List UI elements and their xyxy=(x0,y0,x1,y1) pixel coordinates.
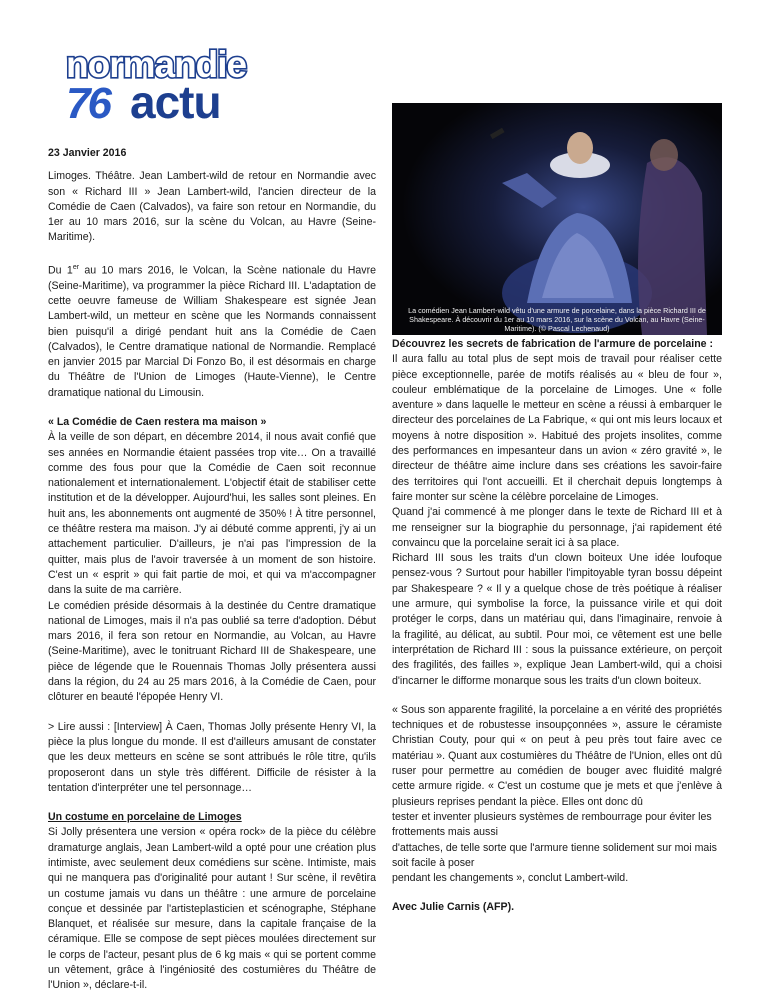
article-paragraph: Le comédien préside désormais à la destinée du Centre dramatique national de Limoges, mais il n'a pas oublié sa terre d'adoption. Début mars 2016, il fera son retour en Normandie, au Volcan, au Havre (Seine-Maritime), avec le tonitruant Richard III de Shakespeare, une pièce de légende que le Rouennais Thomas Jolly présentera aussi dans la région, du 24 au 25 mars 2016, à la Comédie de Caen, pour clôturer en beauté l'épopée Henry VI. xyxy=(48,599,376,704)
section-heading: « La Comédie de Caen restera ma maison » xyxy=(48,415,267,428)
section-heading: Découvrez les secrets de fabrication de l'armure de porcelaine : xyxy=(392,338,714,350)
article-paragraph: Quand j'ai commencé à me plonger dans le texte de Richard III et à me renseigner sur la biographie du personnage, j'ai rapidement été convaincu que la porcelaine serait ici à sa place. xyxy=(392,506,722,549)
article-paragraph: Si Jolly présentera une version « opéra rock» de la pièce du célèbre dramaturge anglais, Jean Lambert-wild a opté pour une création plus intimiste, avec seulement deux comédiens sur scène. Intimiste, mais qui ne manquera pas d'originalité pour autant ! Sur scène, il revêtira un costume jamais vu dans un théâtre : une armure de porcelaine conçue et dessinée par l'artisteplasticien et scénographe, Stéphane Blanquet, et réalisée sur mesure, dans la capitale française de la céramique. Elle se compose de sept pièces moulées directement sur le corps de l'acteur, pesant plus de 6 kg mais « qui se portent comme un vêtement, grâce à l'ingéniosité des costumières du Théâtre de l'Union », déclare-t-il. xyxy=(48,826,376,992)
article-right-column xyxy=(392,337,722,916)
logo-number: 76 xyxy=(66,79,109,124)
stage-photo-illustration xyxy=(392,103,722,335)
article-date: 23 Janvier 2016 xyxy=(48,147,127,159)
read-also-paragraph[interactable]: > Lire aussi : [Interview] À Caen, Thomas Jolly présente Henry VI, la pièce la plus longue du monde. Il est d'ailleurs amusant de constater que les deux metteurs en scène se sont attribués le rôle titre, qu'ils proposeront dans un style très différent. Difficile de résister à la tentation d'interpréter une tel personnage… xyxy=(48,720,376,794)
article-paragraph: d'attaches, de telle sorte que l'armure tienne solidement sur moi mais soit facile à poser xyxy=(392,841,717,869)
article-paragraph xyxy=(48,260,376,401)
normandie-actu-logo[interactable] xyxy=(64,44,274,124)
article-paragraph: Richard III sous les traits d'un clown boiteux Une idée loufoque pensez-vous ? Surtout pour habiller l'impitoyable tyran bossu dépeint par Shakespeare ? « Il y a quelque chose de très poétique à réaliser une armure, qui symbolise la force, la puissance virile et qui doit protéger le corps, dans un matériau qui, dans l'imaginaire, renvoie à la fragilité, au délicat, au subtil. Pour moi, ce vêtement est une belle interprétation de Richard III : sous la puissance extérieure, on perçoit des fragilités, des failles », explique Jean Lambert-wild, qui a choisi d'incarner le difforme monarque sous les traits d'un clown boiteux. xyxy=(392,552,722,687)
article-paragraph: « Sous son apparente fragilité, la porcelaine a en vérité des propriétés techniques et de robustesse insoupçonnées », assure le céramiste Christian Couty, pour qui « on peut à peu près tout faire avec ce matériau ». Quant aux costumières du Théâtre de l'Union, elles ont dû ruser pour permettre au comédien de bouger avec fluidité malgré cette armure rigide. « C'est un costume que je mets et que j'enlève à plusieurs reprises pendant la pièce. Elles ont donc dû xyxy=(392,703,722,808)
section-heading: Un costume en porcelaine de Limoges xyxy=(48,811,242,824)
article-paragraph: pendant les changements », conclut Lambert-wild. xyxy=(392,872,629,885)
photo-caption: La comédien Jean Lambert-wild vêtu d'une armure de porcelaine, dans la pièce Richard III de Shakespeare. À découvrir du 1er au 10 mars 2016, sur la scène du Volcan, au Havre (Seine-Maritime). (© Pascal Lechenaud) xyxy=(408,306,706,333)
article-paragraph: À la veille de son départ, en décembre 2014, il nous avait confié que ses années en Normandie étaient passées trop vite… On a travaillé comme des fous pour que la Comédie de Caen soit reconnue nationalement et internationalement. L'objectif était de stabiliser cette institution et de la développer. Aujourd'hui, les salles sont pleines. En huit ans, les abonnements ont augmenté de 350% ! À titre personnel, ce théâtre restera ma maison. J'y ai débuté comme apprenti, j'y ai un attachement particulier. D'ailleurs, je n'ai pas l'impression de la quitter, mais plus de l'avoir traversée à un moment de son histoire. C'est un « esprit » qui fait partie de moi, et qui va m'accompagner dans la suite de ma carrière. xyxy=(48,431,376,597)
logo-word-normandie: normandie xyxy=(66,44,247,85)
logo-word-actu: actu xyxy=(130,76,221,124)
paragraph-text: Du 1 xyxy=(48,264,73,277)
article-photo xyxy=(392,103,722,335)
article-paragraph: Il aura fallu au total plus de sept mois de travail pour réaliser cette pièce exceptionnelle, parée de motifs réalisés au « bleu de four », couleur emblématique de la porcelaine de Limoges. Une « folle aventure » dans laquelle le metteur en scène a réussi à embarquer le directeur des porcelaines de La Fabrique, « qui ont mis leurs locaux et moyens à notre disposition ». Habitué des projets insolites, comme des performances en impesanteur dans un avion « zéro gravité », le directeur de théâtre aime inclure dans ses créations les savoir-faire des territoires qui l'ont accueilli. Et il cherchait depuis longtemps à faire monter sur scène la célèbre porcelaine de Limoges. xyxy=(392,353,722,503)
superscript: er xyxy=(72,263,80,271)
paragraph-text: au 10 mars 2016, le Volcan, la Scène nationale du Havre (Seine-Maritime), va programmer la pièce Richard III. L'adaptation de cette oeuvre fameuse de William Shakespeare est signée Jean Lambert-wild, un metteur en scène que les Normands connaissent bien puisqu'il a dirigé pendant huit ans la Comédie de Caen (Calvados), le Centre dramatique national de Normandie. Remplacé en janvier 2015 par Marcial Di Fonzo Bo, il est désormais en charge du Théâtre de l'Union de Limoges (Haute-Vienne), le Centre dramatique national du Limousin. xyxy=(48,264,376,399)
article-paragraph: tester et inventer plusieurs systèmes de rembourrage pour éviter les frottements mais aussi xyxy=(392,810,712,839)
article-lead: Limoges. Théâtre. Jean Lambert-wild de retour en Normandie avec son « Richard III » Jean Lambert-wild, l'ancien directeur de la Comédie de Caen (Calvados), va faire son retour en Normandie, du 1er au 10 mars 2016, sur la scène du Volcan, au Havre (Seine-Maritime). xyxy=(48,170,376,244)
article-left-column xyxy=(48,146,376,994)
logo-graphic xyxy=(64,44,274,124)
article-signature: Avec Julie Carnis (AFP). xyxy=(392,901,515,914)
